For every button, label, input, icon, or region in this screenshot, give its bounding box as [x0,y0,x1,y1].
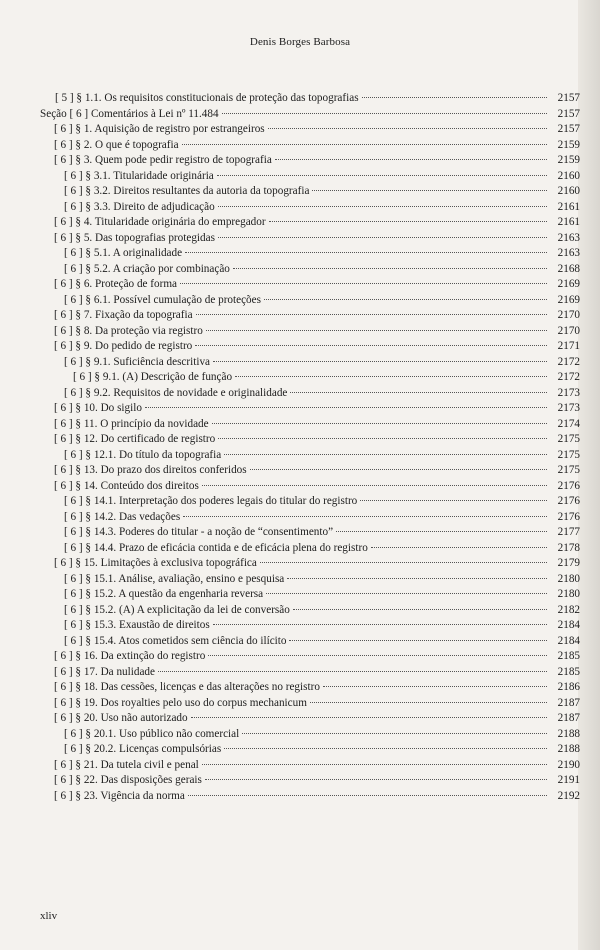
dot-leader [196,314,547,315]
toc-entry-title: [ 6 ] § 3.3. Direito de adjudicação [64,200,215,213]
toc-entry [40,231,580,247]
toc-entry-page: 2169 [557,293,580,306]
toc-entry-page: 2174 [557,417,580,430]
toc-entry-page: 2179 [557,557,580,569]
toc-entry [40,448,580,464]
toc-entry-title: [ 6 ] § 22. Das disposições gerais [54,774,202,786]
dot-leader [275,159,547,160]
toc-entry-title: [ 6 ] § 3.1. Titularidade originária [64,169,214,182]
toc-entry-title: [ 6 ] § 11. O princípio da novidade [54,417,209,430]
toc-entry [40,215,580,231]
toc-entry-page: 2159 [557,138,580,151]
toc-entry-title: [ 6 ] § 12. Do certificado de registro [54,433,216,445]
toc-entry-title: [ 5 ] § 1.1. Os requisitos constitucionais de proteção das topografias [55,92,359,104]
dot-leader [266,593,547,594]
toc-entry [40,696,580,712]
toc-entry-title: [ 6 ] § 19. Dos royalties pelo uso do corpus mechanicum [54,696,307,709]
toc-entry-title: [ 6 ] § 7. Fixação da topografia [54,309,193,321]
toc-entry-page: 2177 [557,526,580,538]
dot-leader [206,330,547,331]
toc-entry-title: [ 6 ] § 17. Da nulidade [54,665,155,678]
dot-leader [310,702,547,703]
toc-entry-title: [ 6 ] § 20.1. Uso público não comercial [64,727,240,740]
toc-entry [40,386,580,402]
toc-entry-page: 2157 [557,107,580,120]
toc-entry [40,417,580,433]
dot-leader [224,748,547,749]
toc-entry [40,277,580,293]
dot-leader [208,655,547,656]
dot-leader [213,624,547,625]
toc-entry-title: [ 6 ] § 9. Do pedido de registro [54,340,193,352]
toc-entry-page: 2159 [557,154,580,166]
toc-entry-title: [ 6 ] § 8. Da proteção via registro [54,324,203,337]
toc-entry-page: 2160 [557,185,580,197]
dot-leader [212,423,547,424]
dot-leader [264,299,547,300]
toc-entry [40,122,580,138]
toc-entry [40,773,580,789]
toc-entry-page: 2168 [557,262,580,275]
dot-leader [287,578,547,579]
toc-entry-page: 2184 [557,619,580,631]
page-edge-shadow [578,0,600,950]
toc-entry [40,324,580,340]
toc-entry-title: [ 6 ] § 12.1. Do título da topografia [64,448,222,461]
toc-entry-title: [ 6 ] § 6. Proteção de forma [54,278,178,290]
dot-leader [218,237,547,238]
dot-leader [217,175,547,176]
dot-leader [235,376,547,377]
toc-entry-title: [ 6 ] § 18. Das cessões, licenças e das alterações no registro [54,681,320,693]
toc-entry-page: 2178 [557,541,580,554]
toc-entry-page: 2191 [557,774,580,786]
toc-entry-page: 2182 [557,603,580,616]
dot-leader [289,640,547,641]
toc-entry-page: 2170 [557,324,580,337]
toc-entry-title: [ 6 ] § 15.3. Exaustão de direitos [64,619,210,631]
dot-leader [293,609,547,610]
dot-leader [202,764,547,765]
toc-entry-title: [ 6 ] § 9.2. Requisitos de novidade e originalidade [64,386,288,399]
toc-entry [40,510,580,526]
dot-leader [269,221,547,222]
toc-entry-page: 2173 [557,386,580,399]
toc-entry-title: [ 6 ] § 10. Do sigilo [54,402,142,414]
toc-entry [40,541,580,557]
toc-entry-page: 2187 [557,696,580,709]
toc-entry [40,603,580,619]
toc-entry [40,91,580,107]
dot-leader [180,283,547,284]
toc-entry [40,308,580,324]
toc-entry-page: 2157 [557,92,580,104]
toc-entry-title: [ 6 ] § 15.4. Atos cometidos sem ciência do ilícito [64,634,287,647]
toc-entry-page: 2169 [557,278,580,290]
toc-entry [40,463,580,479]
toc-entry [40,556,580,572]
toc-entry [40,200,580,216]
dot-leader [260,562,547,563]
dot-leader [158,671,547,672]
dot-leader [371,547,547,548]
toc-entry [40,494,580,510]
toc-entry-title: [ 6 ] § 13. Do prazo dos direitos conferidos [54,464,247,476]
toc-entry [40,432,580,448]
toc-entry [40,138,580,154]
toc-entry [40,727,580,743]
toc-entry-page: 2175 [557,464,580,476]
toc-entry-title: [ 6 ] § 9.1. (A) Descrição de função [73,371,233,383]
toc-entry-title: [ 6 ] § 5.1. A originalidade [64,247,183,259]
toc-entry-title: [ 6 ] § 5.2. A criação por combinação [64,262,230,275]
toc-entry [40,401,580,417]
toc-entry-title: [ 6 ] § 3. Quem pode pedir registro de topografia [54,154,272,166]
toc-entry-page: 2161 [557,216,580,228]
toc-entry-title: [ 6 ] § 23. Vigência da norma [54,789,185,802]
toc-entry-title: [ 6 ] § 9.1. Suficiência descritiva [64,355,211,368]
toc-entry [40,649,580,665]
dot-leader [185,252,547,253]
dot-leader [290,392,547,393]
dot-leader [195,345,547,346]
toc-entry [40,634,580,650]
toc-entry [40,107,580,123]
toc-entry-page: 2187 [557,712,580,724]
toc-entry-page: 2188 [557,727,580,740]
toc-entry-page: 2184 [557,634,580,647]
toc-entry [40,355,580,371]
toc-entry [40,184,580,200]
dot-leader [213,361,547,362]
toc-entry-page: 2171 [557,340,580,352]
toc-entry [40,246,580,262]
toc-entry-title: [ 6 ] § 5. Das topografias protegidas [54,231,215,244]
running-header: Denis Borges Barbosa [249,36,351,48]
toc-entry-title: [ 6 ] § 20.2. Licenças compulsórias [64,743,222,755]
dot-leader [360,500,547,501]
toc-entry-page: 2180 [557,572,580,585]
toc-entry [40,618,580,634]
toc-entry [40,525,580,541]
toc-entry-page: 2172 [557,355,580,368]
dot-leader [188,795,547,796]
dot-leader [312,190,547,191]
dot-leader [218,438,547,439]
dot-leader [202,485,547,486]
toc-entry [40,572,580,588]
toc-entry-title: [ 6 ] § 15.1. Análise, avaliação, ensino e pesquisa [64,572,285,585]
toc-entry-page: 2170 [557,309,580,321]
toc-entry-title: [ 6 ] § 15. Limitações à exclusiva topográfica [54,557,257,569]
page-number: xliv [40,910,58,922]
toc-entry-page: 2157 [557,123,580,135]
toc-entry [40,587,580,603]
dot-leader [336,531,547,532]
toc-entry [40,789,580,805]
toc-entry-page: 2190 [557,758,580,771]
toc-entry-page: 2163 [557,231,580,244]
toc-entry [40,711,580,727]
toc-entry-title: [ 6 ] § 14.2. Das vedações [64,510,181,523]
toc-entry-page: 2175 [557,448,580,461]
toc-entry [40,370,580,386]
toc-entry-page: 2172 [557,371,580,383]
toc-entry [40,262,580,278]
toc-entry [40,758,580,774]
toc-entry-title: [ 6 ] § 6.1. Possível cumulação de proteções [64,293,261,306]
toc-entry [40,680,580,696]
toc-entry-title: Seção [ 6 ] Comentários à Lei nº 11.484 [40,107,219,120]
toc-entry-title: [ 6 ] § 21. Da tutela civil e penal [54,758,199,771]
dot-leader [224,454,547,455]
toc-entry-title: [ 6 ] § 15.2. A questão da engenharia reversa [64,588,264,600]
toc-entry-page: 2188 [557,743,580,755]
toc-entry [40,479,580,495]
dot-leader [250,469,547,470]
toc-entry [40,339,580,355]
toc-entry-title: [ 6 ] § 14. Conteúdo dos direitos [54,479,199,492]
toc-entry [40,293,580,309]
dot-leader [205,779,547,780]
table-of-contents [40,91,580,804]
dot-leader [145,407,547,408]
toc-entry-page: 2161 [557,200,580,213]
toc-entry-page: 2176 [557,495,580,507]
dot-leader [268,128,547,129]
toc-entry-title: [ 6 ] § 3.2. Direitos resultantes da autoria da topografia [64,185,310,197]
toc-entry-title: [ 6 ] § 1. Aquisição de registro por estrangeiros [54,123,265,135]
toc-entry-title: [ 6 ] § 14.3. Poderes do titular - a noção de “consentimento” [64,526,334,538]
dot-leader [182,144,547,145]
toc-entry-title: [ 6 ] § 15.2. (A) A explicitação da lei de conversão [64,603,290,616]
toc-entry-page: 2185 [557,650,580,662]
toc-entry-page: 2186 [557,681,580,693]
toc-entry [40,153,580,169]
toc-entry-page: 2185 [557,665,580,678]
toc-entry [40,169,580,185]
toc-entry [40,742,580,758]
toc-entry-title: [ 6 ] § 4. Titularidade originária do empregador [54,216,266,228]
toc-entry-title: [ 6 ] § 14.4. Prazo de eficácia contida e de eficácia plena do registro [64,541,368,554]
toc-entry-page: 2160 [557,169,580,182]
toc-entry [40,665,580,681]
dot-leader [191,717,547,718]
toc-entry-title: [ 6 ] § 14.1. Interpretação dos poderes legais do titular do registro [64,495,358,507]
dot-leader [323,686,547,687]
toc-entry-page: 2176 [557,510,580,523]
dot-leader [362,97,547,98]
toc-entry-title: [ 6 ] § 20. Uso não autorizado [54,712,188,724]
dot-leader [233,268,547,269]
toc-entry-page: 2175 [557,433,580,445]
toc-entry-title: [ 6 ] § 2. O que é topografia [54,138,179,151]
toc-entry-title: [ 6 ] § 16. Da extinção do registro [54,650,206,662]
toc-entry-page: 2180 [557,588,580,600]
dot-leader [218,206,547,207]
dot-leader [183,516,547,517]
toc-entry-page: 2192 [557,789,580,802]
toc-entry-page: 2176 [557,479,580,492]
toc-entry-page: 2163 [557,247,580,259]
toc-entry-page: 2173 [557,402,580,414]
dot-leader [242,733,547,734]
dot-leader [222,113,547,114]
